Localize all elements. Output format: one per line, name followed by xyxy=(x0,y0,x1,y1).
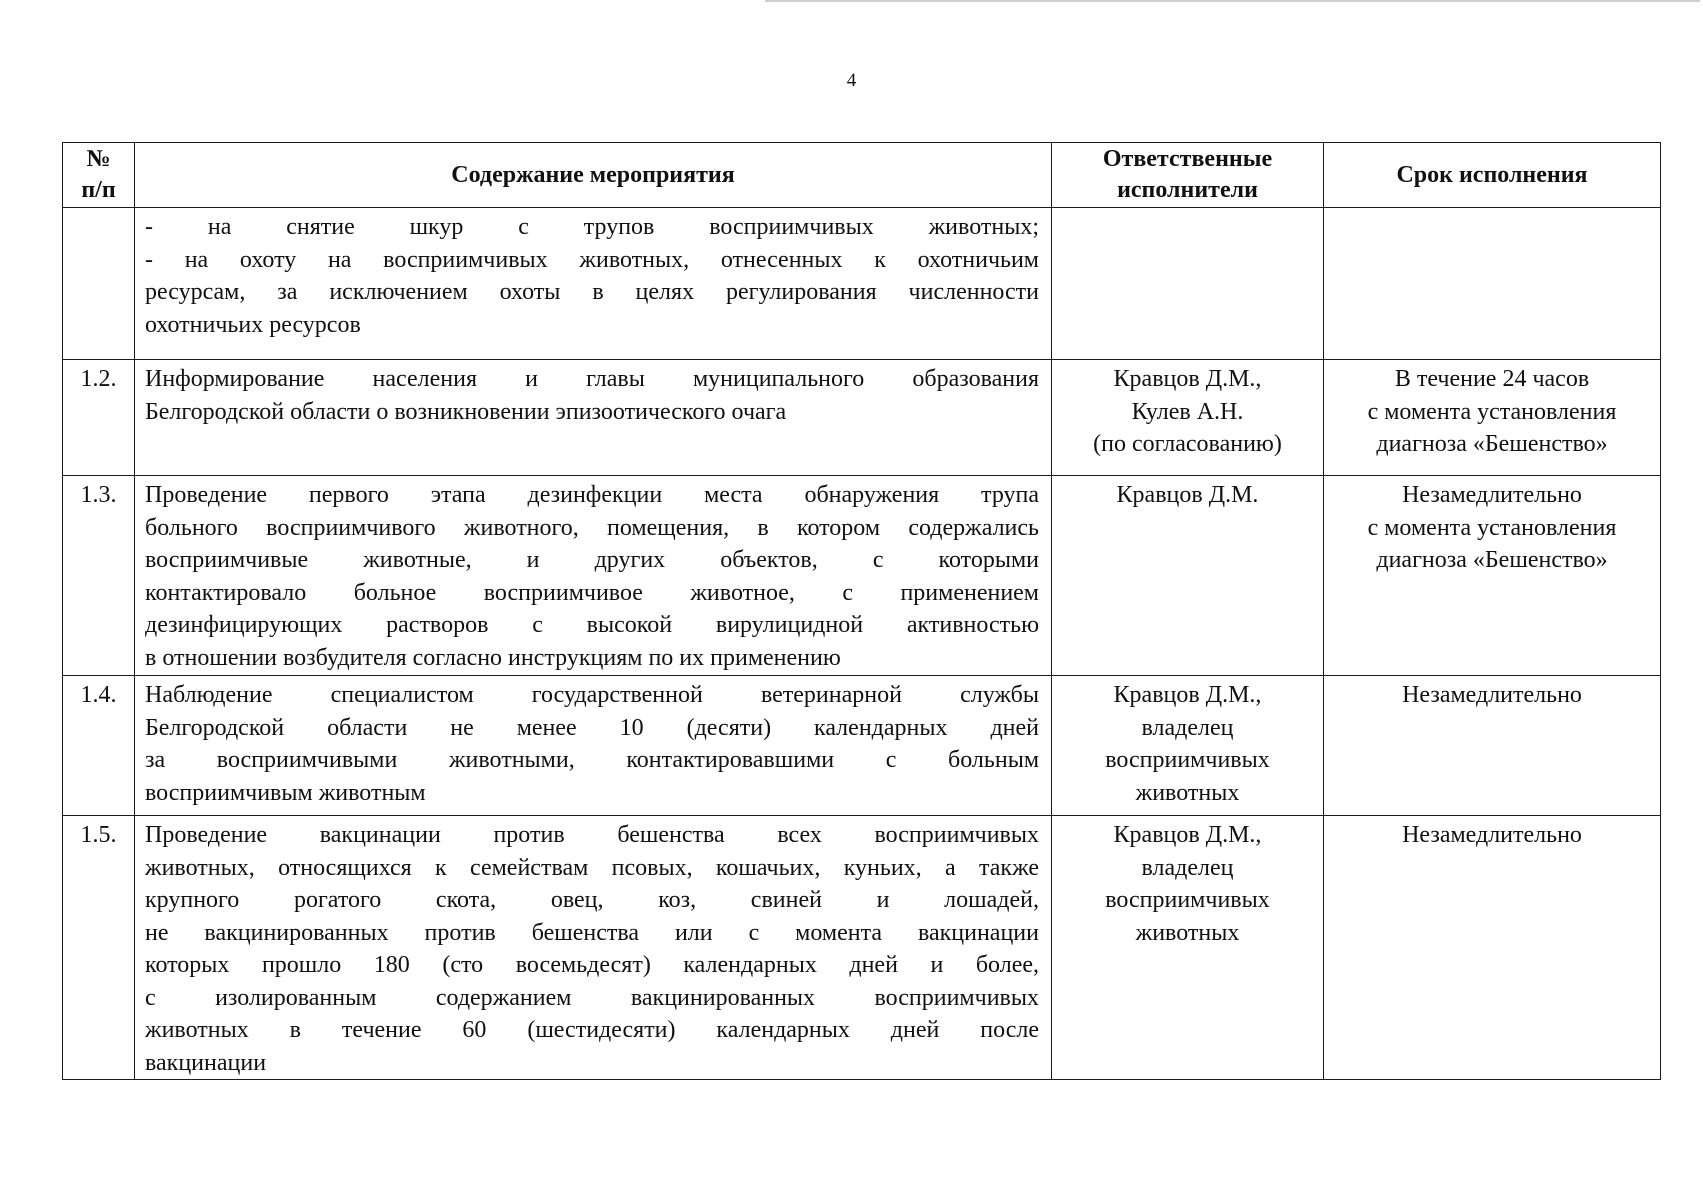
row-term-line: Незамедлительно xyxy=(1402,682,1582,708)
row-term xyxy=(1324,208,1661,360)
table-row xyxy=(63,816,1661,1080)
row-term-line: диагноза «Бешенство» xyxy=(1376,547,1608,573)
row-content-line: с изолированным содержанием вакцинированных восприимчивых xyxy=(145,984,1039,1011)
row-content-line: ресурсам, за исключением охоты в целях регулирования численности xyxy=(145,279,1039,305)
page-number: 4 xyxy=(846,70,857,91)
row-term-line: Незамедлительно xyxy=(1402,822,1582,848)
row-content-line: больного восприимчивого животного, помещения, в котором содержались xyxy=(145,514,1039,541)
row-content-line: восприимчивые животные, и других объектов, с которыми xyxy=(145,547,1039,573)
row-term xyxy=(1324,476,1661,676)
header-number xyxy=(63,143,135,208)
row-content xyxy=(135,676,1052,816)
table-body xyxy=(63,208,1661,1080)
row-responsible-line: восприимчивых xyxy=(1105,887,1270,913)
row-content-line: животных, относящихся к семействам псовых, кошачьих, куньих, а также xyxy=(145,854,1039,881)
row-number: 1.2. xyxy=(63,360,135,476)
header-responsible-line: исполнители xyxy=(1117,177,1258,203)
row-content xyxy=(135,360,1052,476)
row-responsible xyxy=(1052,676,1324,816)
row-content-line: не вакцинированных против бешенства или с момента вакцинации xyxy=(145,919,1039,946)
table-header-row xyxy=(63,143,1661,208)
header-number-line: № xyxy=(86,146,111,172)
top-scan-rule xyxy=(765,0,1700,2)
row-content-line: за восприимчивыми животными, контактировавшими с больным xyxy=(145,747,1039,773)
row-content xyxy=(135,208,1052,360)
row-content-line: Наблюдение специалистом государственной ветеринарной службы xyxy=(145,682,1039,708)
row-responsible-line: животных xyxy=(1135,919,1240,946)
row-term-line: В течение 24 часов xyxy=(1394,366,1590,392)
row-term xyxy=(1324,816,1661,1080)
row-responsible-line: восприимчивых xyxy=(1105,747,1270,773)
row-term xyxy=(1324,676,1661,816)
row-responsible-line: (по согласованию) xyxy=(1093,431,1282,457)
row-content xyxy=(135,816,1052,1080)
table-row xyxy=(63,476,1661,676)
header-term: Срок исполнения xyxy=(1324,143,1661,208)
table-row xyxy=(63,208,1661,360)
row-responsible-line: Кравцов Д.М. xyxy=(1116,482,1259,508)
row-number: 1.3. xyxy=(63,476,135,676)
row-responsible-line: животных xyxy=(1135,779,1240,806)
row-content-line: Белгородской области не менее 10 (десяти) календарных дней xyxy=(145,714,1039,741)
header-responsible-line: Ответственные xyxy=(1102,146,1273,172)
row-content-line: - на снятие шкур с трупов восприимчивых животных; xyxy=(145,214,1039,240)
row-responsible xyxy=(1052,816,1324,1080)
row-content-line: вакцинации xyxy=(145,1049,267,1076)
row-content-line: которых прошло 180 (сто восемьдесят) календарных дней и более, xyxy=(145,952,1039,978)
row-content-line: Проведение вакцинации против бешенства всех восприимчивых xyxy=(145,822,1039,848)
row-number: 1.5. xyxy=(63,816,135,1080)
row-number: 1.4. xyxy=(63,676,135,816)
measures-table xyxy=(62,142,1661,1080)
row-term-line: Незамедлительно xyxy=(1402,482,1582,508)
row-content-line: контактировало больное восприимчивое животное, с применением xyxy=(145,579,1039,606)
row-term-line: с момента установления xyxy=(1367,514,1617,541)
row-responsible-line: Кравцов Д.М., xyxy=(1113,822,1262,848)
row-responsible xyxy=(1052,360,1324,476)
row-responsible-line: Кравцов Д.М., xyxy=(1113,682,1262,708)
row-content-line: Белгородской области о возникновении эпизоотического очага xyxy=(145,398,787,425)
row-responsible-line: Кулев А.Н. xyxy=(1131,398,1244,425)
table-row xyxy=(63,676,1661,816)
row-content-line: в отношении возбудителя согласно инструкциям по их применению xyxy=(145,644,841,671)
row-responsible-line: Кравцов Д.М., xyxy=(1113,366,1262,392)
row-term xyxy=(1324,360,1661,476)
row-term-line: диагноза «Бешенство» xyxy=(1376,431,1608,457)
row-content xyxy=(135,476,1052,676)
header-responsible xyxy=(1052,143,1324,208)
row-responsible xyxy=(1052,476,1324,676)
row-number xyxy=(63,208,135,360)
row-content-line: крупного рогатого скота, овец, коз, свиней и лошадей, xyxy=(145,887,1039,913)
row-content-line: дезинфицирующих растворов с высокой вирулицидной активностью xyxy=(145,612,1039,638)
row-content-line: охотничьих ресурсов xyxy=(145,311,361,338)
row-content-line: животных в течение 60 (шестидесяти) календарных дней после xyxy=(145,1017,1039,1043)
row-content-line: Проведение первого этапа дезинфекции места обнаружения трупа xyxy=(145,482,1039,508)
header-content: Содержание мероприятия xyxy=(135,143,1052,208)
row-content-line: Информирование населения и главы муниципального образования xyxy=(145,366,1039,392)
table-row xyxy=(63,360,1661,476)
row-term-line: с момента установления xyxy=(1367,398,1617,425)
row-content-line: восприимчивым животным xyxy=(145,779,426,806)
row-responsible-line: владелец xyxy=(1141,714,1234,741)
header-number-line: п/п xyxy=(81,177,116,203)
row-responsible-line: владелец xyxy=(1141,854,1234,881)
row-content-line: - на охоту на восприимчивых животных, отнесенных к охотничьим xyxy=(145,246,1039,273)
row-responsible xyxy=(1052,208,1324,360)
